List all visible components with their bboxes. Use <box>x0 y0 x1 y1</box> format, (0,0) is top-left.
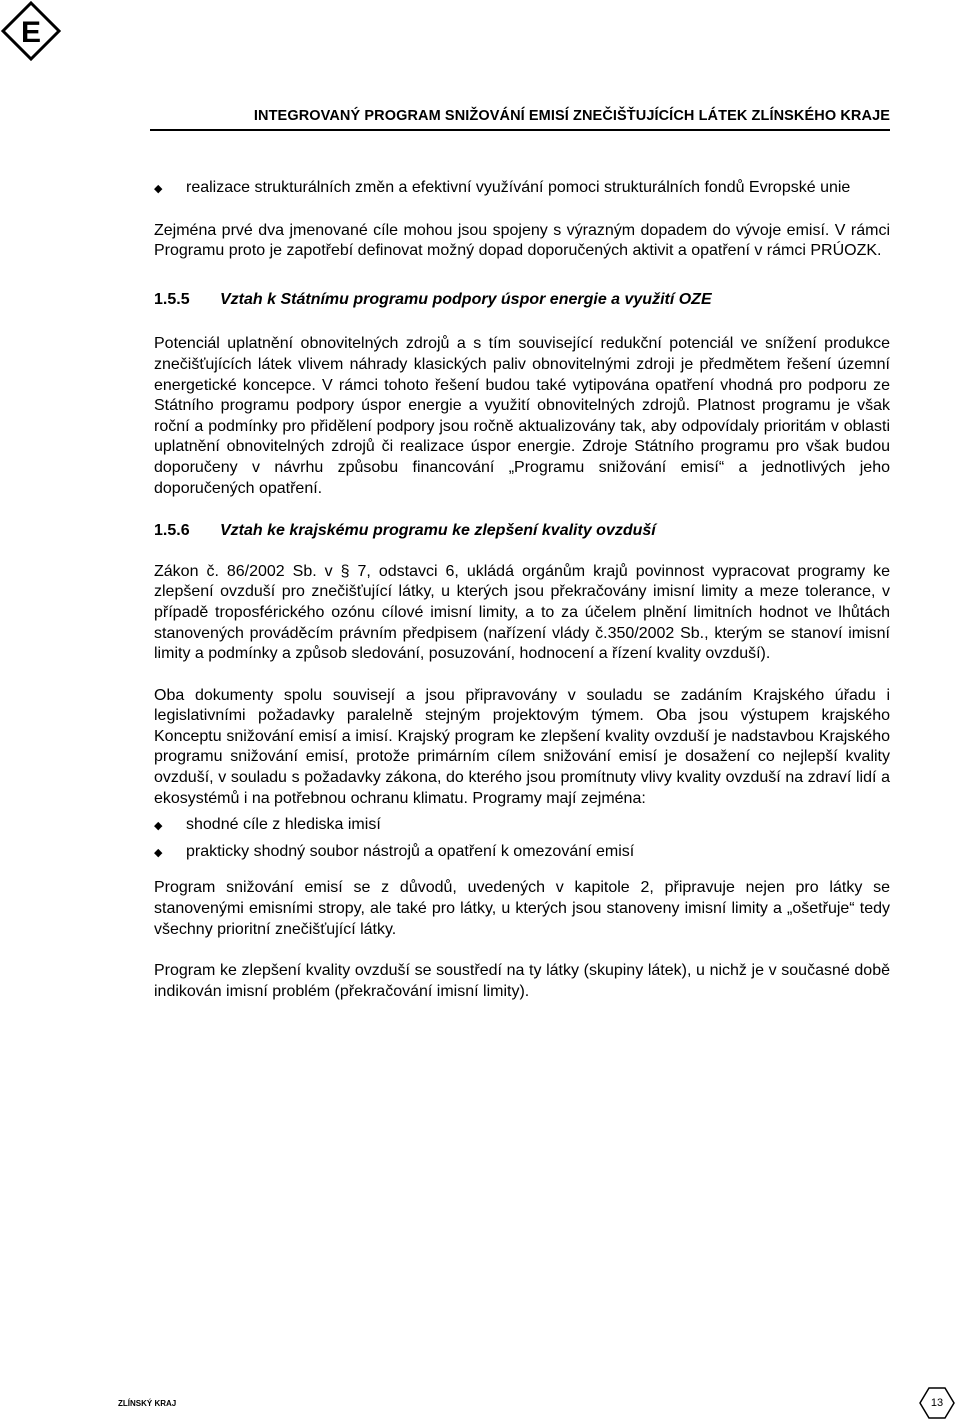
footer-region-label: ZLÍNSKÝ KRAJ <box>118 1399 177 1408</box>
paragraph: Zákon č. 86/2002 Sb. v § 7, odstavci 6, ukládá orgánům krajů povinnost vypracovat programy ke zlepšení ovzduší pro znečišťující látky, u kterých jsou překračovány imisní limity a meze tolerance, v případě troposférického ozónu cílové imisní limity, a to za účelem plnění limitních hodnot ve lhůtách stanovených prováděcím právním předpisem (nařízení vlády č.350/2002 Sb., kterým se stanoví imisní limity a podmínky a způsob sledování, posuzování, hodnocení a řízení kvality ovzduší). <box>154 562 890 663</box>
list-item-text: realizace strukturálních změn a efektivní využívání pomoci strukturálních fondů Evropské unie <box>186 179 851 196</box>
section-title: Vztah ke krajskému programu ke zlepšení kvality ovzduší <box>220 522 656 540</box>
section-title: Vztah k Státnímu programu podpory úspor energie a využití OZE <box>220 290 712 308</box>
diamond-bullet-icon: ◆ <box>154 820 163 833</box>
list-item-text: prakticky shodný soubor nástrojů a opatření k omezování emisí <box>186 842 635 860</box>
document-header-title: INTEGROVANÝ PROGRAM SNIŽOVÁNÍ EMISÍ ZNEČIŠŤUJÍCÍCH LÁTEK ZLÍNSKÉHO KRAJE <box>253 108 890 124</box>
header-divider <box>150 129 890 131</box>
section-number: 1.5.5 <box>154 290 190 308</box>
paragraph: Potenciál uplatnění obnovitelných zdrojů a s tím související redukční potenciál ve snížení produkce znečišťujících látek vlivem náhrady klasických paliv obnovitelnými zdroji je předmětem řešení územní energetické koncepce. V rámci tohoto řešení budou také vytipována opatření vhodná pro podporu ze Státního programu podpory úspor energie a využití obnovitelných zdrojů. Platnost programu je však roční a podmínky pro přidělení podpory jsou ročně aktualizovány tak, aby odpovídaly prioritám v oblasti uplatnění obnovitelných zdrojů či realizace úspor energie. Zdroje Státního programu pro však budou doporučeny v návrhu způsobu financování „Programu snižování emisí“ a jednotlivých jeho doporučených opatření. <box>154 335 890 497</box>
list-item <box>154 842 890 863</box>
paragraph: Oba dokumenty spolu souvisejí a jsou připravovány v souladu se zadáním Krajského úřadu i legislativními požadavky paralelně stejným projektovým týmem. Oba jsou výstupem krajského Konceptu snižování emisí a imisí. Krajský program ke zlepšení kvality ovzduší je nadstavbou Krajského programu snižování emisí, protože primárním cílem snižování emisí je dosažení co nejlepší kvality ovzduší, v souladu s požadavky zákona, do kterého jsou promítnuty vlivy kvality ovzduší na zdraví lidí a ekosystémů i na potřebnou ochranu klimatu. Programy mají zejména: <box>154 686 890 807</box>
list-item <box>154 815 890 836</box>
paragraph: Program ke zlepšení kvality ovzduší se soustředí na ty látky (skupiny látek), u nichž je v současné době indikován imisní problém (překračování imisní limity). <box>154 962 890 1000</box>
list-item <box>154 178 890 199</box>
bullet-list-top <box>154 178 890 199</box>
section-number: 1.5.6 <box>154 522 190 540</box>
list-item-text: shodné cíle z hlediska imisí <box>186 816 381 834</box>
page-number: 13 <box>930 1397 944 1409</box>
section-heading <box>154 521 890 542</box>
diamond-bullet-icon: ◆ <box>154 183 163 195</box>
logo-letter: E <box>20 16 42 49</box>
paragraph: Program snižování emisí se z důvodů, uvedených v kapitole 2, připravuje nejen pro látky se stanovenými emisními stropy, ale také pro látky, u kterých jsou stanoveny imisní limity a „ošetřuje“ tedy všechny prioritní znečišťující látky. <box>154 879 890 938</box>
document-body <box>154 178 890 1002</box>
company-logo <box>0 0 62 62</box>
diamond-bullet-icon: ◆ <box>154 846 163 859</box>
paragraph: Zejména prvé dva jmenované cíle mohou jsou spojeny s výrazným dopadem do vývoje emisí. V rámci Programu proto je zapotřebí definovat možný dopad doporučených aktivit a opatření v rámci PRÚOZK. <box>154 221 890 260</box>
section-heading <box>154 290 890 311</box>
bullet-list <box>154 815 890 862</box>
